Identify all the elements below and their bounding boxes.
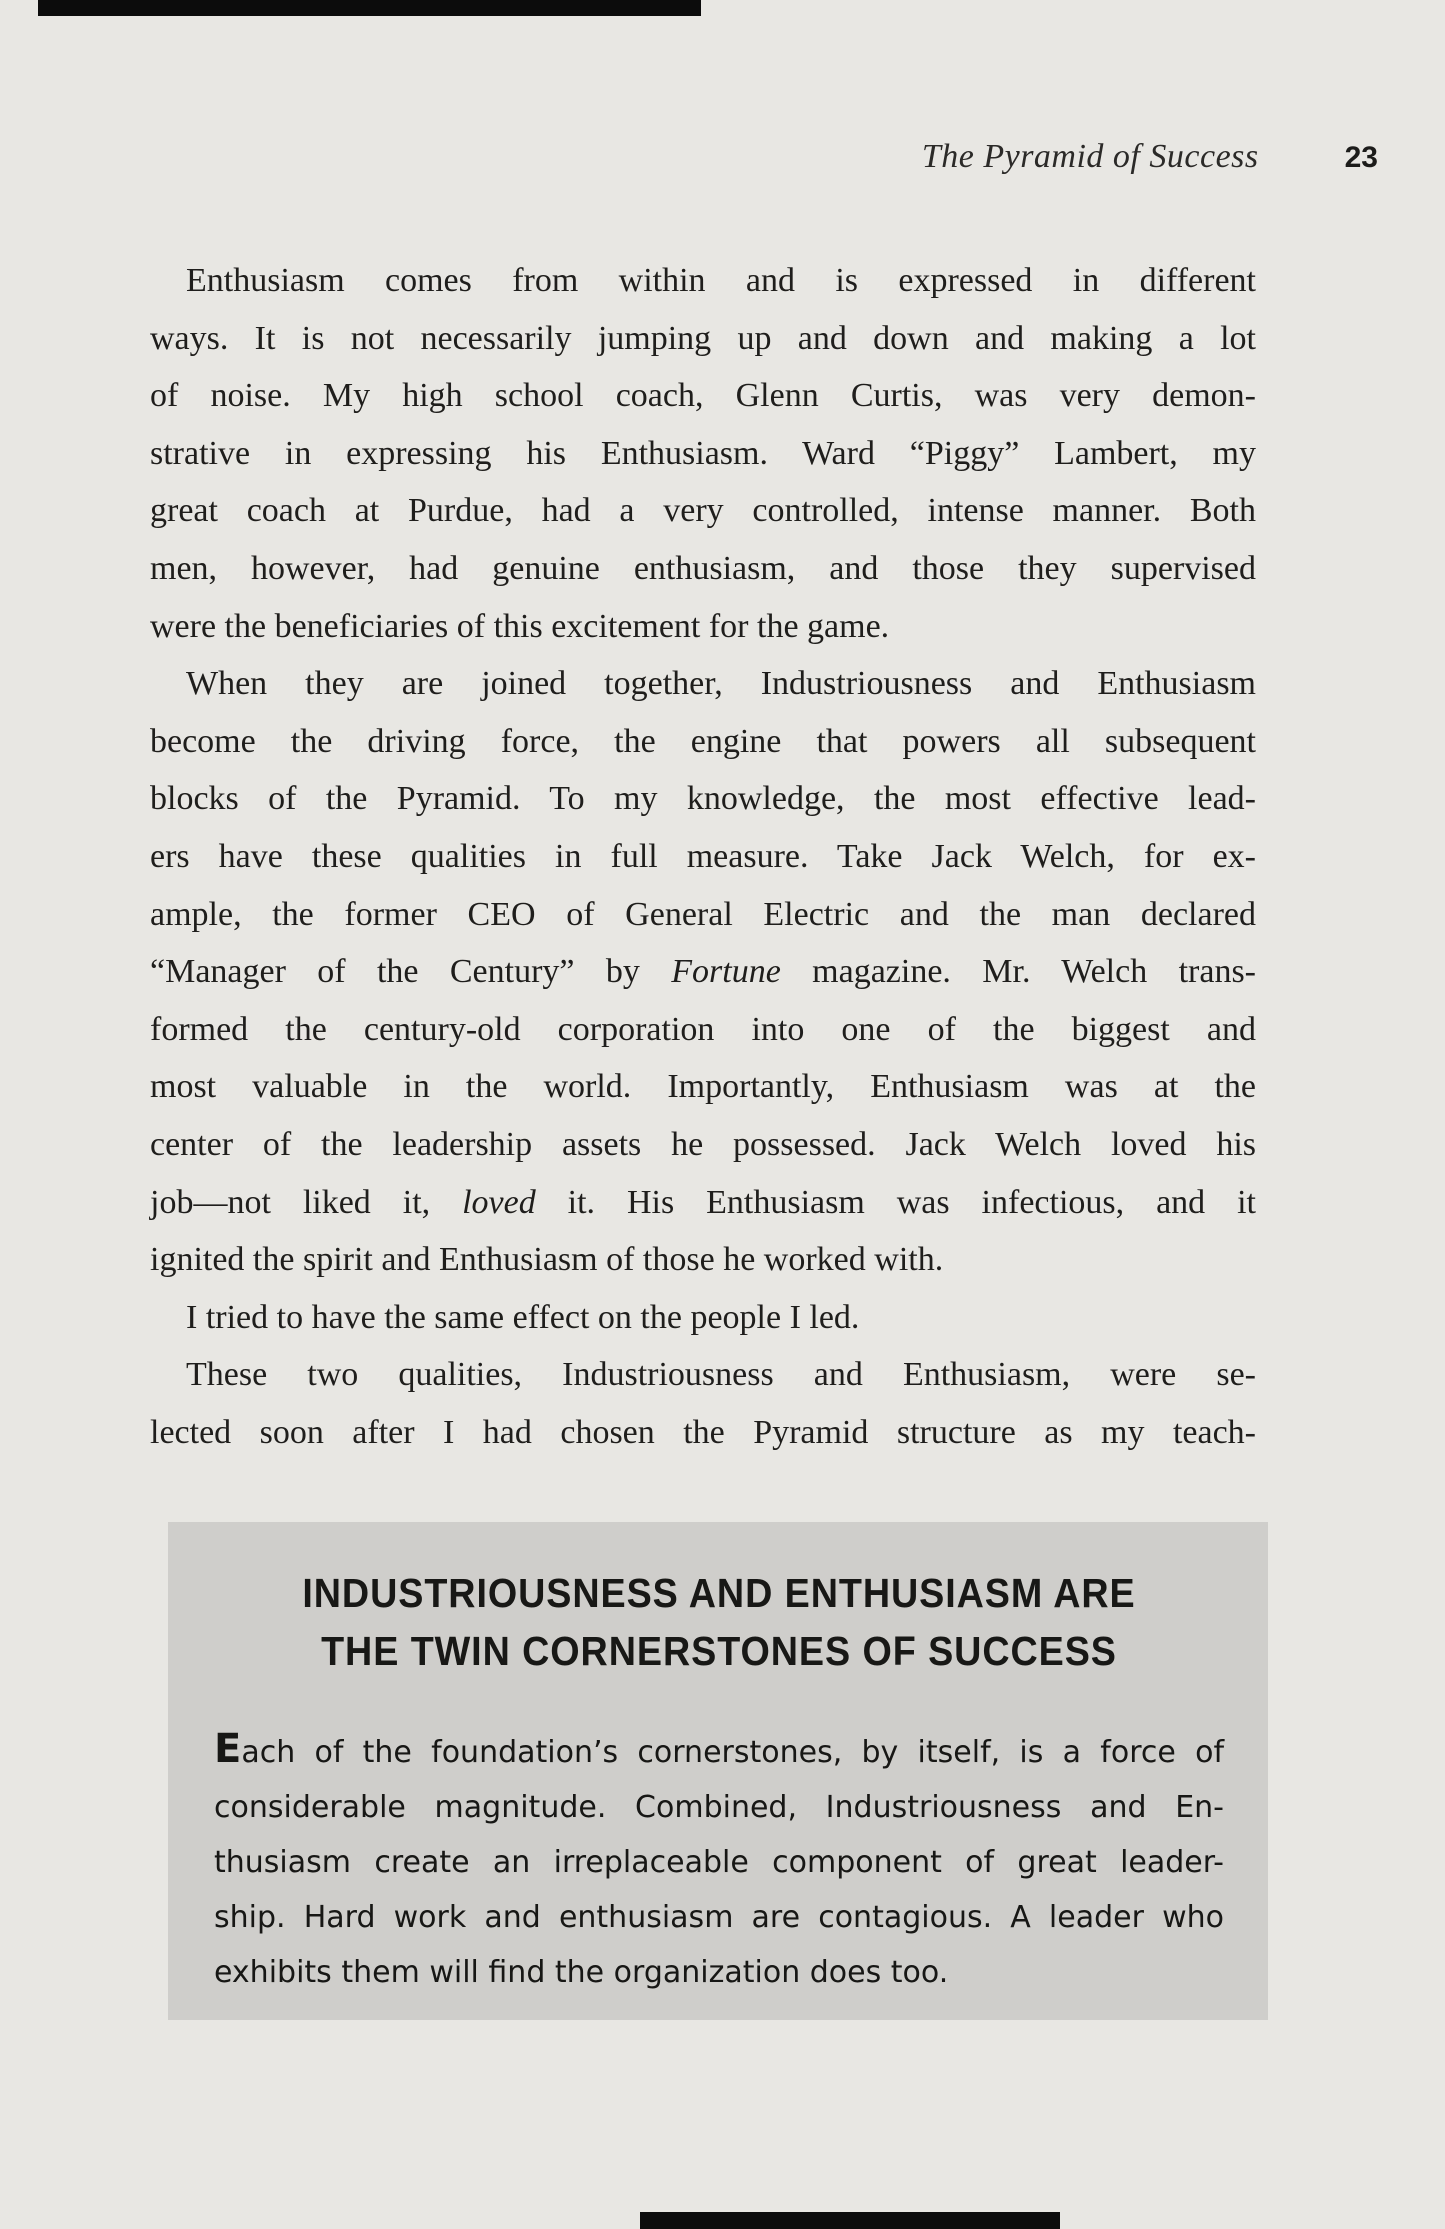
text-line: exhibits them will find the organization does too. xyxy=(214,1955,949,1990)
paragraph-3 xyxy=(150,1289,1256,1347)
text-line: lected soon after I had chosen the Pyramid structure as my teach- xyxy=(150,1413,1256,1451)
text-line: strative in expressing his Enthusiasm. Ward “Piggy” Lambert, my xyxy=(150,434,1256,472)
text-line: ers have these qualities in full measure. Take Jack Welch, for ex- xyxy=(150,837,1256,875)
paragraph-2 xyxy=(150,655,1256,1289)
text-line: great coach at Purdue, had a very controlled, intense manner. Both xyxy=(150,492,1256,530)
text-line: become the driving force, the engine that powers all subsequent xyxy=(150,722,1256,760)
text-line: formed the century-old corporation into one of the biggest and xyxy=(150,1010,1256,1048)
callout-heading-line: THE TWIN CORNERSTONES OF SUCCESS xyxy=(321,1628,1117,1674)
text-line: ignited the spirit and Enthusiasm of those he worked with. xyxy=(150,1241,944,1279)
text-line xyxy=(150,1174,1256,1232)
text-line: ship. Hard work and enthusiasm are contagious. A leader who xyxy=(214,1900,1224,1935)
text-line: men, however, had genuine enthusiasm, and those they supervised xyxy=(150,549,1256,587)
paragraph-1 xyxy=(150,252,1256,655)
text-line: of noise. My high school coach, Glenn Curtis, was very demon- xyxy=(150,377,1256,415)
text-line: blocks of the Pyramid. To my knowledge, the most effective lead- xyxy=(150,780,1256,818)
text-line: Enthusiasm comes from within and is expressed in different xyxy=(186,262,1256,299)
callout-heading xyxy=(214,1564,1224,1680)
text-line: ways. It is not necessarily jumping up and down and making a lot xyxy=(150,319,1256,357)
text-run: ach of the foundation’s cornerstones, by itself, is a force of xyxy=(241,1735,1224,1770)
scan-edge-bottom xyxy=(640,2212,1060,2229)
dropcap-letter: E xyxy=(214,1726,242,1772)
text-run: “Manager of the Century” by xyxy=(150,953,672,991)
text-line: I tried to have the same effect on the people I led. xyxy=(186,1298,860,1336)
callout-heading-line: INDUSTRIOUSNESS AND ENTHUSIASM ARE xyxy=(302,1570,1136,1616)
text-line: thusiasm create an irreplaceable component of great leader- xyxy=(214,1845,1224,1880)
text-line: most valuable in the world. Importantly, Enthusiasm was at the xyxy=(150,1068,1256,1106)
running-header xyxy=(150,138,1378,176)
italic-text-run: loved xyxy=(462,1183,536,1221)
text-line: These two qualities, Industriousness and Enthusiasm, were se- xyxy=(186,1356,1256,1394)
page-number: 23 xyxy=(1344,141,1378,174)
text-line: were the beneficiaries of this excitement for the game. xyxy=(150,607,890,645)
scan-edge-top xyxy=(38,0,701,16)
callout-box xyxy=(168,1522,1268,2020)
text-line: considerable magnitude. Combined, Industriousness and En- xyxy=(214,1790,1224,1825)
text-run: job—not liked it, xyxy=(150,1183,463,1221)
running-head-title: The Pyramid of Success xyxy=(921,138,1259,175)
text-line: center of the leadership assets he possessed. Jack Welch loved his xyxy=(150,1125,1256,1163)
text-run: it. His Enthusiasm was infectious, and it xyxy=(535,1183,1256,1221)
text-line: When they are joined together, Industriousness and Enthusiasm xyxy=(186,665,1256,703)
text-run: magazine. Mr. Welch trans- xyxy=(780,953,1256,991)
text-line: ample, the former CEO of General Electric and the man declared xyxy=(150,895,1256,933)
text-line xyxy=(214,1722,1224,1780)
paragraph-4 xyxy=(150,1346,1256,1461)
callout-body xyxy=(214,1722,1224,2000)
body-text xyxy=(150,252,1256,1461)
italic-text-run: Fortune xyxy=(671,953,781,991)
text-line xyxy=(150,943,1256,1001)
